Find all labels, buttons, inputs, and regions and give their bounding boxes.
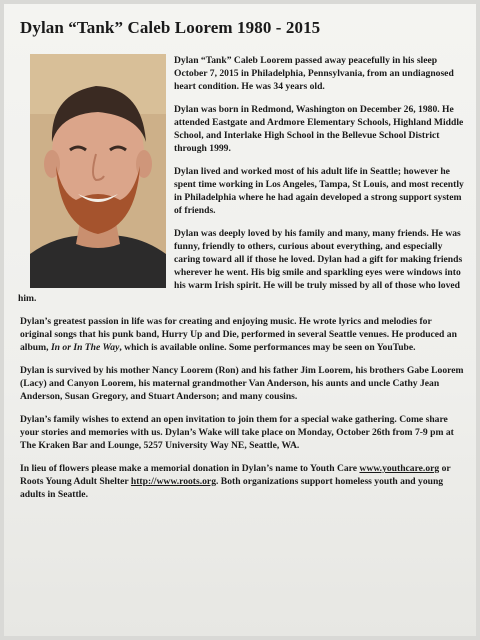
roots-link[interactable]: http://www.roots.org xyxy=(130,476,216,487)
obituary-page xyxy=(4,4,476,636)
donation-text-start: In lieu of flowers please make a memorial donation in Dylan’s name to Youth Care xyxy=(20,463,360,474)
paragraph-character: Dylan was deeply loved by his family and many, many friends. He was funny, friendly to others, curious about everything, and especially caring toward all if those he loved. Dylan had a gift for making friends wherever he went. His big smile and sparkling eyes were windows into his warm Irish spirit. He will be truly missed by all of those who loved him. xyxy=(18,228,463,304)
music-text-end: , which is available online. Some performances may be seen on YouTube. xyxy=(119,342,416,353)
paragraph-music xyxy=(20,315,464,354)
paragraph-death-notice: Dylan “Tank” Caleb Loorem passed away peacefully in his sleep October 7, 2015 in Philadelphia, Pennsylvania, from an undiagnosed heart condition. He was 34 years old. xyxy=(174,55,454,92)
music-text-start: Dylan’s greatest passion in life was for creating and enjoying music. He wrote lyrics and melodies for original songs that his punk band, Hurry Up and Die, performed in several Seattle venues. He produced an album, xyxy=(20,316,457,353)
donation-text-mid: or Roots Young Adult Shelter xyxy=(20,463,451,487)
portrait-illustration xyxy=(30,54,166,288)
paragraph-donations xyxy=(20,462,464,501)
portrait-photo xyxy=(30,54,166,288)
paragraph-birth-education: Dylan was born in Redmond, Washington on December 26, 1980. He attended Eastgate and Ardmore Elementary Schools, Highland Middle School, and Interlake High School in the Bellevue School District through 1999. xyxy=(174,104,464,154)
album-title: In or In The Way xyxy=(50,342,120,353)
paragraph-residence: Dylan lived and worked most of his adult life in Seattle; however he spent time working in Los Angeles, Tampa, St Louis, and most recently in Philadelphia where he had again developed a strong support system of friends. xyxy=(174,166,464,216)
page-title: Dylan “Tank” Caleb Loorem 1980 - 2015 xyxy=(20,18,321,37)
donation-text-end: . Both organizations support homeless youth and young adults in Seattle. xyxy=(20,476,444,500)
youthcare-link[interactable]: www.youthcare.org xyxy=(359,463,440,474)
paragraph-survivors: Dylan is survived by his mother Nancy Loorem (Ron) and his father Jim Loorem, his brothers Gabe Loorem (Lacy) and Canyon Loorem, his maternal grandmother Van Anderson, his aunts and uncle Cathy Jean Anderson, Susan Gregory, and Stuart Anderson; and many cousins. xyxy=(20,365,464,402)
paragraph-wake: Dylan’s family wishes to extend an open invitation to join them for a special wake gathering. Come share your stories and memories with us. Dylan’s Wake will take place on Monday, October 26th from 7-9 pm at The Kraken Bar and Lounge, 5257 University Way NE, Seattle, WA. xyxy=(20,414,454,451)
